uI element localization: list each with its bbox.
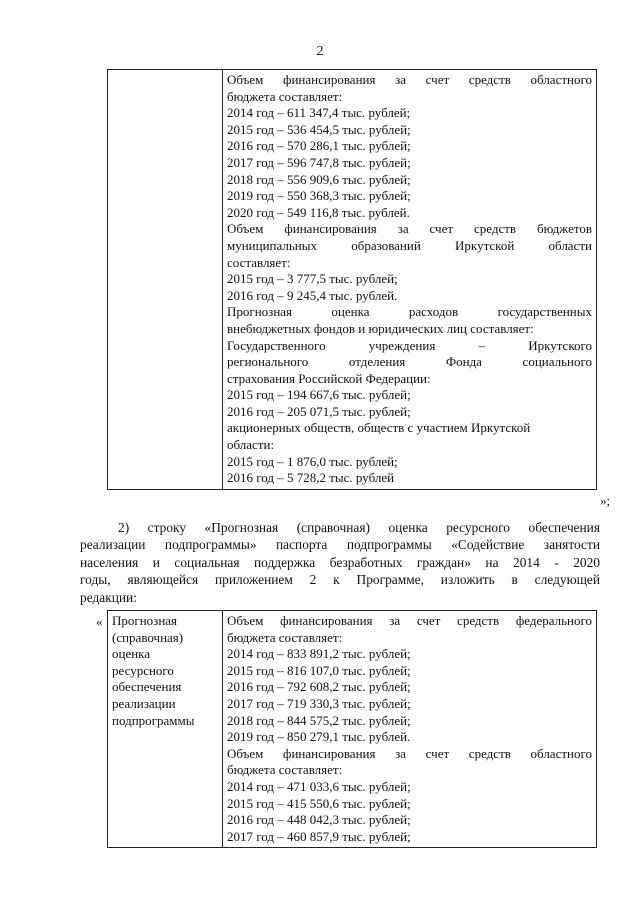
paragraph-line: редакции: <box>80 589 137 605</box>
table2-text-line: бюджета составляет: <box>227 762 343 778</box>
funding-table-bottom <box>107 610 597 848</box>
table2-text-line: 2016 год – 448 042,3 тыс. рублей; <box>227 812 411 828</box>
table2-right-cell <box>223 611 597 848</box>
table1-text-line: 2016 год – 205 071,5 тыс. рублей; <box>227 403 411 419</box>
table1-left-cell <box>108 70 223 490</box>
opening-quote: « <box>96 614 103 629</box>
table2-text-line: 2018 год – 844 575,2 тыс. рублей; <box>227 712 411 728</box>
table1-text-line: 2019 год – 550 368,3 тыс. рублей; <box>227 188 411 204</box>
table1-text-line: 2015 год – 3 777,5 тыс. рублей; <box>227 271 398 287</box>
table1-right-cell <box>223 70 597 490</box>
table1-text-line: 2014 год – 611 347,4 тыс. рублей; <box>227 105 411 121</box>
table1-text-line: акционерных обществ, обществ с участием Иркутской <box>227 420 531 436</box>
table1-text-line: составляет: <box>227 254 291 270</box>
table1-text-line: 2016 год – 5 728,2 тыс. рублей <box>227 470 395 486</box>
table1-text-line: 2016 год – 9 245,4 тыс. рублей. <box>227 287 398 303</box>
table1-text-line: Прогнозная оценка расходов государственных <box>227 304 592 320</box>
table2-label-line: (справочная) <box>112 629 184 645</box>
table2-text-line: 2017 год – 460 857,9 тыс. рублей; <box>227 828 411 844</box>
paragraph-line: населения и социальная поддержка безработных граждан» на 2014 - 2020 <box>80 554 600 570</box>
table2-label-line: ресурсного <box>112 662 174 678</box>
table2-left-cell <box>108 611 223 848</box>
table2-text-line: 2015 год – 415 550,6 тыс. рублей; <box>227 795 411 811</box>
table1-text-line: Объем финансирования за счет средств бюджетов <box>227 221 592 237</box>
table2-text-line: бюджета составляет: <box>227 629 343 645</box>
table2-label-line: реализации <box>112 695 176 711</box>
table2-text-line: 2016 год – 792 608,2 тыс. рублей; <box>227 679 411 695</box>
table1-text-line: 2020 год – 549 116,8 тыс. рублей. <box>227 204 410 220</box>
table1-text-line: 2015 год – 194 667,6 тыс. рублей; <box>227 387 411 403</box>
amendment-paragraph <box>80 519 600 606</box>
table2-text-line: 2015 год – 816 107,0 тыс. рублей; <box>227 662 411 678</box>
table1-text-line: 2015 год – 536 454,5 тыс. рублей; <box>227 121 411 137</box>
table2-text-line: 2014 год – 833 891,2 тыс. рублей; <box>227 646 411 662</box>
table2-label-line: Прогнозная <box>112 613 178 628</box>
table2-label-line: обеспечения <box>112 679 182 695</box>
table2-text-line: 2019 год – 850 279,1 тыс. рублей. <box>227 729 411 745</box>
table1-text-line: страхования Российской Федерации: <box>227 370 431 386</box>
table2-text-line: 2014 год – 471 033,6 тыс. рублей; <box>227 778 411 794</box>
table2-text-line: Объем финансирования за счет средств областного <box>227 745 592 761</box>
table1-text-line: 2018 год – 556 909,6 тыс. рублей; <box>227 171 411 187</box>
funding-table-top <box>107 69 597 490</box>
table2-label-line: подпрограммы <box>112 712 195 728</box>
paragraph-line: годы, являющейся приложением 2 к Программе, изложить в следующей <box>80 572 600 588</box>
table1-text-line: 2015 год – 1 876,0 тыс. рублей; <box>227 453 398 469</box>
table2-text-line: Объем финансирования за счет средств федерального <box>227 613 592 628</box>
table1-text-line: Объем финансирования за счет средств областного <box>227 72 592 87</box>
table1-text-line: внебюджетных фондов и юридических лиц составляет: <box>227 320 534 336</box>
paragraph-line: реализации подпрограммы» паспорта подпрограммы «Содействие занятости <box>80 537 600 553</box>
paragraph-line: 2) строку «Прогнозная (справочная) оценка ресурсного обеспечения <box>118 520 600 535</box>
page-number: 2 <box>316 44 324 59</box>
table2-label-line: оценка <box>112 646 151 662</box>
table2-text-line: 2017 год – 719 330,3 тыс. рублей; <box>227 695 411 711</box>
table1-text-line: 2016 год – 570 286,1 тыс. рублей; <box>227 138 411 154</box>
table1-text-line: бюджета составляет: <box>227 88 343 104</box>
table1-text-line: Государственного учреждения – Иркутского <box>227 337 592 353</box>
table1-text-line: регионального отделения Фонда социального <box>227 354 592 370</box>
table1-text-line: муниципальных образований Иркутской области <box>227 237 592 253</box>
table1-text-line: 2017 год – 596 747,8 тыс. рублей; <box>227 154 411 170</box>
closing-quote: »; <box>600 493 611 508</box>
table1-text-line: области: <box>227 437 275 453</box>
